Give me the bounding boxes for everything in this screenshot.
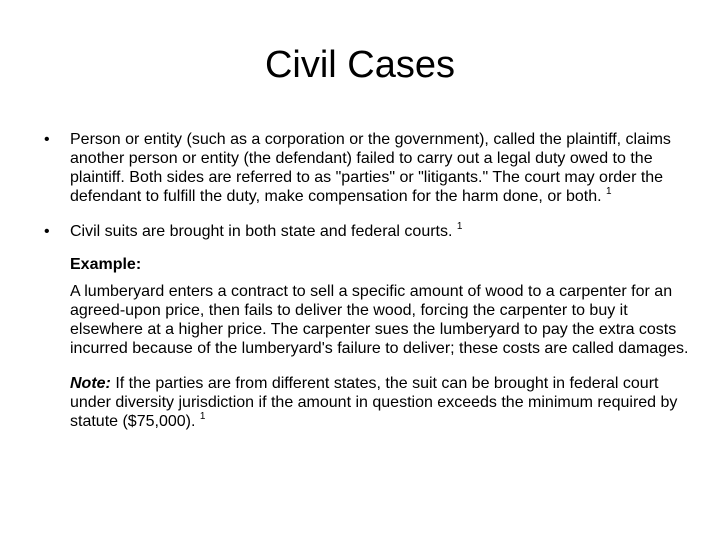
footnote-marker: 1: [606, 185, 612, 197]
bullet-item-courts: [40, 222, 690, 241]
footnote-marker: 1: [199, 410, 206, 422]
bullet-icon: •: [44, 131, 50, 148]
slide-body: [40, 130, 690, 431]
note-label: Note:: [70, 375, 111, 392]
bullet-text: Person or entity (such as a corporation or the government), called the plaintiff, claims another person or entity (the defendant) failed to carry out a legal duty owed to the plaintiff. Both sides are referred to as "parties" or "litigants." The court may order the defendant to fulfill the duty, make compensation for the harm done, or both.: [70, 131, 671, 205]
bullet-item-parties: [40, 130, 690, 206]
slide-title: Civil Cases: [264, 44, 456, 86]
bullet-icon: •: [44, 223, 50, 240]
footnote-marker: 1: [456, 220, 463, 232]
note-paragraph: [40, 374, 690, 431]
example-text: A lumberyard enters a contract to sell a specific amount of wood to a carpenter for an agreed-upon price, then fails to deliver the wood, forcing the carpenter to buy it elsewhere at a higher price. The carpenter sues the lumberyard to pay the extra costs incurred because of the lumberyard's failure to deliver; these costs are called damages.: [70, 283, 689, 357]
note-text: If the parties are from different states, the suit can be brought in federal court under diversity jurisdiction if the amount in question exceeds the minimum required by statute ($75,000).: [70, 375, 678, 430]
bullet-text: Civil suits are brought in both state and federal courts.: [70, 223, 453, 240]
example-heading: Example:: [70, 256, 142, 273]
